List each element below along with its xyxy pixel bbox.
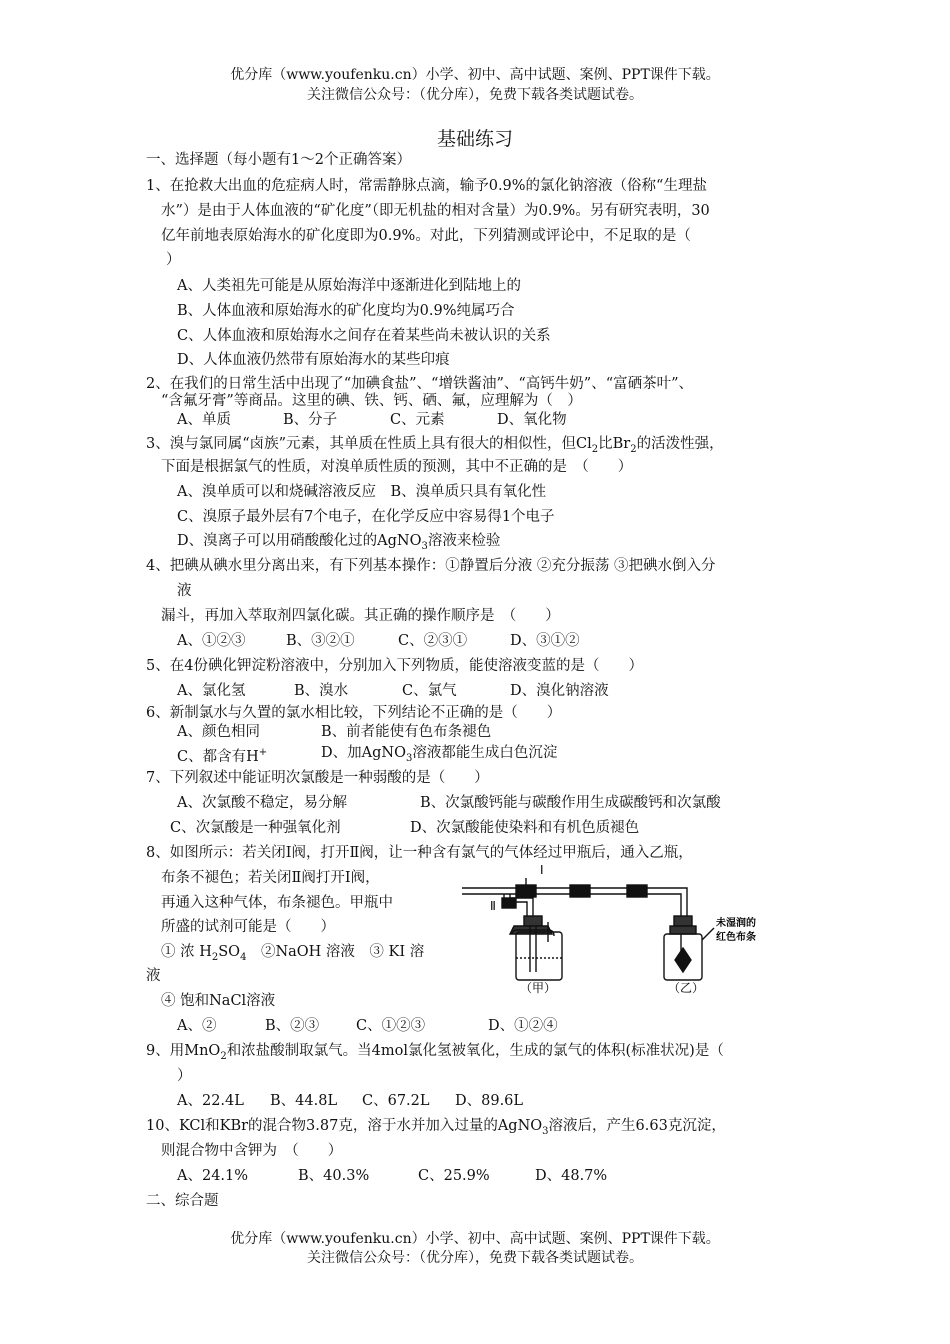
q8-line-2: 布条不褪色；若关闭Ⅱ阀打开Ⅰ阀，	[161, 870, 380, 886]
q7-option-c: C、次氯酸是一种强氧化剂	[170, 820, 341, 836]
q1-line-4: ）	[166, 252, 181, 268]
q9-option-d: D、89.6L	[455, 1093, 524, 1109]
q3-line-1: 3、溴与氯同属“卤族”元素，其单质在性质上具有很大的相似性，但$Cl_2$比$Br_2$的活泼性强，	[146, 436, 724, 455]
q10-line-2: 则混合物中含钾为 （ ）	[161, 1143, 343, 1159]
q2-line-2: “含氟牙膏”等商品。这里的碘、铁、钙、硒、氟，应理解为（ ）	[161, 393, 582, 409]
footer-line-1: 优分库（www.youfenku.cn）小学、初中、高中试题、案例、PPT课件下载。	[230, 1231, 720, 1247]
q1-option-b: B、人体血液和原始海水的矿化度均为0.9%纯属巧合	[177, 303, 515, 319]
page-title: 基础练习	[436, 128, 513, 150]
q4-option-d: D、③①②	[510, 633, 580, 649]
q8-line-1: 8、如图所示：若关闭Ⅰ阀，打开Ⅱ阀，让一种含有氯气的气体经过甲瓶后，通入乙瓶，	[146, 845, 693, 861]
q2-option-b: B、分子	[283, 412, 338, 428]
q5-line-1: 5、在4份碘化钾淀粉溶液中，分别加入下列物质，能使溶液变蓝的是（ ）	[146, 658, 643, 674]
q4-option-c: C、②③①	[398, 633, 468, 649]
cloth-note-line-2: 红色布条	[716, 932, 756, 943]
valve-ii-label: Ⅱ	[490, 899, 496, 913]
header-line-1: 优分库（www.youfenku.cn）小学、初中、高中试题、案例、PPT课件下载。	[230, 67, 720, 83]
label-pointer	[702, 928, 714, 940]
q7-line-1: 7、下列叙述中能证明次氯酸是一种弱酸的是（ ）	[146, 770, 489, 786]
q5-option-d: D、溴化钠溶液	[510, 683, 609, 699]
q10-line-1: 10、KCl和KBr的混合物3.87克，溶于水并加入过量的AgNO$_3$溶液后，产生6.63克沉淀，	[146, 1118, 726, 1137]
q7-option-b: B、次氯酸钙能与碳酸作用生成碳酸钙和次氯酸	[420, 795, 721, 811]
valve-i-label: Ⅰ	[540, 863, 544, 877]
q2-line-1: 2、在我们的日常生活中出现了“加碘食盐”、“增铁酱油”、“高钙牛奶”、“富硒茶叶”、	[146, 376, 694, 392]
q8-option-c: C、①②③	[356, 1018, 426, 1034]
q6-option-b: B、前者能使有色布条褪色	[321, 724, 492, 740]
bottle-jia	[516, 932, 562, 980]
q3-option-ab: A、溴单质可以和烧碱溶液反应 B、溴单质只具有氧化性	[177, 484, 547, 500]
stopper-jia	[524, 916, 542, 926]
q3-option-c: C、溴原子最外层有7个电子，在化学反应中容易得1个电子	[177, 509, 555, 525]
q7-option-a: A、次氯酸不稳定，易分解	[177, 795, 347, 811]
q5-option-a: A、氯化氢	[177, 683, 246, 699]
q8-line-6: 液	[146, 968, 161, 984]
bottle-jia-label: （甲）	[520, 981, 557, 995]
q4-line-3: 漏斗，再加入萃取剂四氯化碳。其正确的操作顺序是 （ ）	[161, 608, 560, 624]
bottle-yi-label: （乙）	[668, 981, 705, 995]
q9-option-c: C、67.2L	[362, 1093, 430, 1109]
q4-option-b: B、③②①	[286, 633, 355, 649]
q10-option-d: D、48.7%	[535, 1168, 608, 1184]
cloth-note-line-1: 未湿润的	[716, 918, 756, 929]
q9-option-a: A、22.4L	[177, 1093, 244, 1109]
valve-i	[516, 885, 536, 897]
q8-line-4: 所盛的试剂可能是（ ）	[161, 919, 335, 935]
q8-line-7: ④ 饱和NaCl溶液	[161, 993, 276, 1009]
q1-option-d: D、人体血液仍然带有原始海水的某些印痕	[177, 352, 450, 368]
q10-option-b: B、40.3%	[298, 1168, 370, 1184]
q6-option-a: A、颜色相同	[177, 724, 260, 740]
q1-option-c: C、人体血液和原始海水之间存在着某些尚未被认识的关系	[177, 328, 551, 344]
valve-ii	[502, 898, 516, 908]
q9-line-1: 9、用MnO$_2$和浓盐酸制取氯气。当4mol氯化氢被氧化，生成的氯气的体积(标准状况)是（	[146, 1043, 724, 1062]
connector-2	[627, 885, 647, 897]
footer-line-2: 关注微信公众号：（优分库），免费下载各类试题试卷。	[307, 1250, 643, 1266]
q6-line-1: 6、新制氯水与久置的氯水相比较，下列结论不正确的是（ ）	[146, 705, 562, 721]
q3-option-d: D、溴离子可以用硝酸酸化过的AgNO$_3$溶液来检验	[177, 533, 501, 552]
q2-option-d: D、氧化物	[497, 412, 567, 428]
red-cloth-strip	[675, 948, 691, 972]
q10-option-c: C、25.9%	[418, 1168, 490, 1184]
q4-option-a: A、①②③	[177, 633, 246, 649]
q2-option-a: A、单质	[177, 412, 231, 428]
stopper-yi	[674, 916, 692, 926]
q7-option-d: D、次氯酸能使染料和有机色质褪色	[410, 820, 640, 836]
q10-option-a: A、24.1%	[177, 1168, 249, 1184]
q3-line-2: 下面是根据氯气的性质，对溴单质性质的预测，其中不正确的是 （ ）	[161, 459, 633, 475]
q8-line-5: ① 浓 $H_2SO_4$ ②NaOH 溶液 ③ KI 溶	[161, 944, 425, 963]
q4-line-2: 液	[177, 583, 192, 599]
q5-option-c: C、氯气	[402, 683, 457, 699]
q8-option-d: D、①②④	[488, 1018, 558, 1034]
section-heading-choice: 一、选择题（每小题有1～2个正确答案）	[146, 152, 411, 168]
connector-1	[570, 885, 590, 897]
q2-option-c: C、元素	[390, 412, 445, 428]
q9-option-b: B、44.8L	[270, 1093, 338, 1109]
header-line-2: 关注微信公众号：（优分库），免费下载各类试题试卷。	[307, 87, 643, 103]
q6-option-c: C、都含有H+	[177, 747, 268, 765]
q1-line-1: 1、在抢救大出血的危症病人时，常需静脉点滴，输予0.9%的氯化钠溶液（俗称“生理盐	[146, 178, 707, 194]
q8-option-a: A、②	[177, 1018, 217, 1034]
q4-line-1: 4、把碘从碘水里分离出来，有下列基本操作：①静置后分液 ②充分振荡 ③把碘水倒入分	[146, 558, 716, 574]
q1-line-3: 亿年前地表原始海水的矿化度即为0.9%。对此，下列猜测或评论中，不足取的是（	[161, 228, 691, 244]
q5-option-b: B、溴水	[294, 683, 349, 699]
gas-apparatus-diagram	[452, 860, 822, 995]
q9-line-2: ）	[177, 1068, 192, 1084]
section-heading-comprehensive: 二、综合题	[146, 1193, 219, 1209]
q6-option-d: D、加AgNO$_3$溶液都能生成白色沉淀	[321, 745, 558, 764]
q1-line-2: 水”）是由于人体血液的“矿化度”（即无机盐的相对含量）为0.9%。另有研究表明，30	[161, 203, 710, 219]
q1-option-a: A、人类祖先可能是从原始海洋中逐渐进化到陆地上的	[177, 278, 521, 294]
q8-option-b: B、②③	[265, 1018, 320, 1034]
q8-line-3: 再通入这种气体，布条褪色。甲瓶中	[161, 895, 393, 911]
